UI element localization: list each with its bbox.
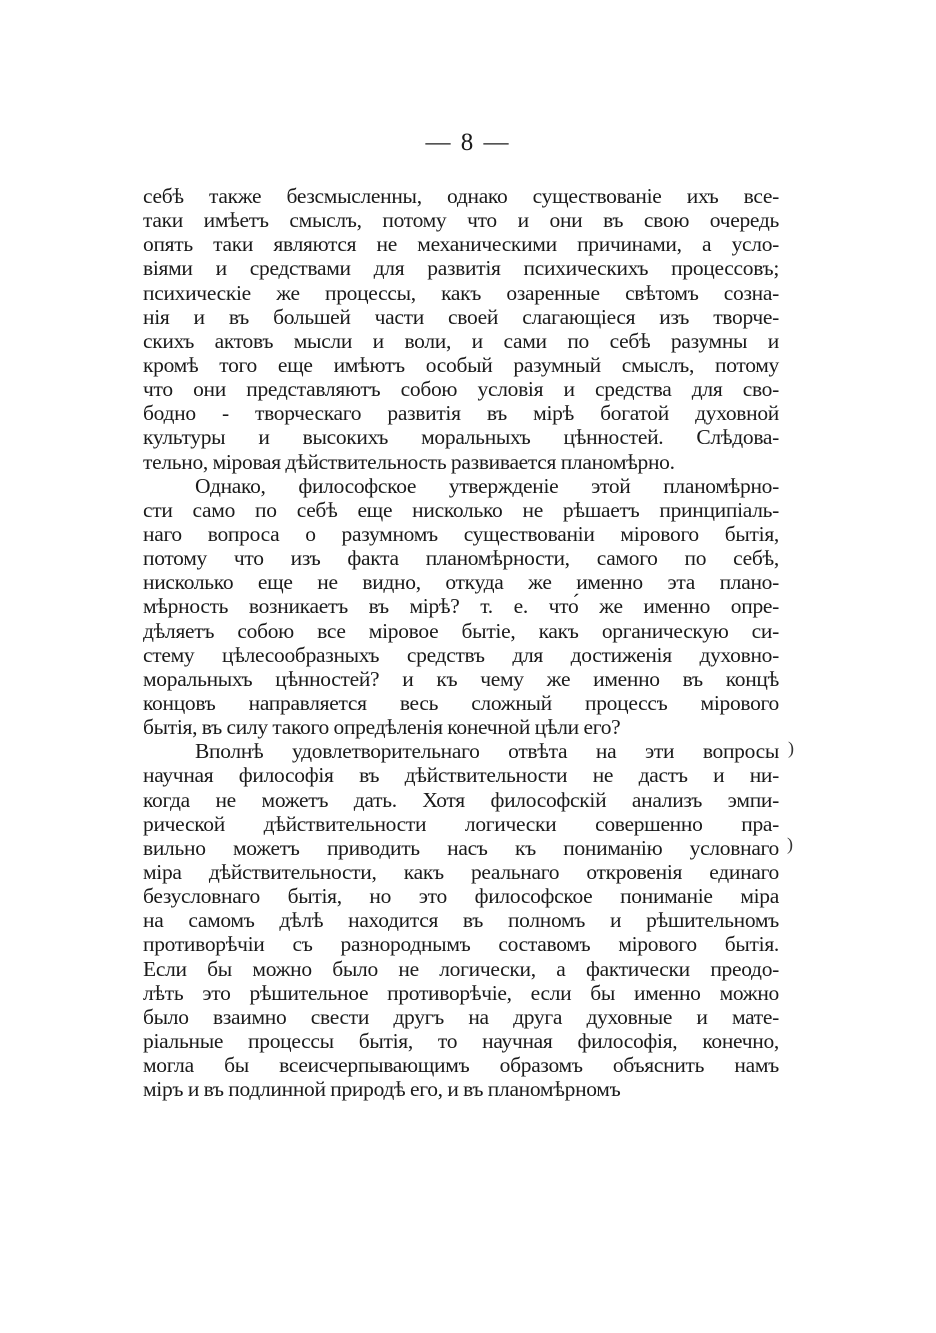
text-line: стему цѣлесообразныхъ средствъ для достиженія духовно-: [143, 642, 779, 667]
text-line: наго вопроса о разумномъ существованіи мірового бытія,: [143, 521, 779, 546]
text-line: бытія, въ силу такого опредѣленія конечной цѣли его?: [143, 715, 621, 740]
text-line: Однако, философское утвержденіе этой планомѣрно-: [195, 473, 779, 498]
text-line: безусловнаго бытія, но это философское пониманіе міра: [143, 884, 779, 909]
text-line: віями и средствами для развитія психическихъ процессовъ;: [143, 256, 779, 281]
text-line: мѣрность возникаетъ въ мірѣ? т. е. что́ же именно опре-: [143, 594, 779, 619]
text-line: дѣляетъ собою все міровое бытіе, какъ органическую си-: [143, 618, 779, 643]
text-line: кромѣ того еще имѣютъ особый разумный смыслъ, потому: [143, 352, 779, 377]
text-line: міръ и въ подлинной природѣ его, и въ планомѣрномъ: [143, 1077, 621, 1102]
text-line: психическіе же процессы, какъ озаренные свѣтомъ созна-: [143, 280, 779, 305]
page-number: — 8 —: [425, 129, 511, 156]
text-line: что они представляютъ собою условія и средства для сво-: [143, 377, 779, 402]
text-line: Вполнѣ удовлетворительнаго отвѣта на эти вопросы: [195, 739, 779, 764]
text-line: потому что изъ факта планомѣрности, самого по себѣ,: [143, 546, 779, 571]
text-line: нисколько еще не видно, откуда же именно эта плано-: [143, 570, 779, 595]
text-line: лѣть это рѣшительное противорѣчіе, если бы именно можно: [143, 980, 779, 1005]
text-line: концовъ направляется весь сложный процессъ мірового: [143, 690, 779, 715]
body-text: [143, 184, 779, 1101]
paragraph: [143, 474, 779, 740]
text-line: сти само по себѣ еще нисколько не рѣшаетъ принципіаль-: [143, 497, 779, 522]
text-line: ріальные процессы бытія, то научная философія, конечно,: [143, 1028, 779, 1053]
text-line: скихъ актовъ мысли и воли, и сами по себѣ разумны и: [143, 328, 779, 353]
text-line: вильно можетъ приводить насъ къ пониманію условнаго: [143, 835, 779, 860]
text-line: противорѣчіи съ разнороднымъ составомъ мірового бытія.: [143, 932, 779, 957]
text-line: культуры и высокихъ моральныхъ цѣнностей. Слѣдова-: [143, 425, 779, 450]
text-line: опять таки являются не механическими причинами, а усло-: [143, 232, 779, 257]
margin-mark: ): [788, 738, 794, 758]
text-line: моральныхъ цѣнностей? и къ чему же именно въ концѣ: [143, 666, 779, 691]
text-line: научная философія въ дѣйствительности не дастъ и ни-: [143, 763, 779, 788]
text-line: бодно - творческаго развитія въ мірѣ богатой духовной: [143, 401, 779, 426]
text-line: могла бы всеисчерпывающимъ образомъ объяснить намъ: [143, 1053, 779, 1078]
text-line: было взаимно свести другъ на друга духовные и мате-: [143, 1004, 779, 1029]
text-line: рической дѣйствительности логически совершенно пра-: [143, 811, 779, 836]
text-line: себѣ также безсмысленны, однако существованіе ихъ все-: [143, 184, 779, 208]
margin-mark: ): [787, 834, 793, 854]
paragraph: [143, 184, 779, 474]
text-line: Если бы можно было не логически, а фактически преодо-: [143, 956, 779, 981]
paragraph: [143, 739, 779, 1101]
text-line: нія и въ большей части своей слагающіеся изъ творче-: [143, 304, 779, 329]
text-line: міра дѣйствительности, какъ реальнаго откровенія единаго: [143, 859, 779, 884]
text-line: тельно, міровая дѣйствительность развивается планомѣрно.: [143, 449, 675, 474]
text-line: когда не можетъ дать. Хотя философскій анализъ эмпи-: [143, 787, 779, 812]
text-line: на самомъ дѣлѣ находится въ полномъ и рѣшительномъ: [143, 908, 779, 933]
text-line: таки имѣетъ смыслъ, потому что и они въ свою очередь: [143, 208, 779, 233]
